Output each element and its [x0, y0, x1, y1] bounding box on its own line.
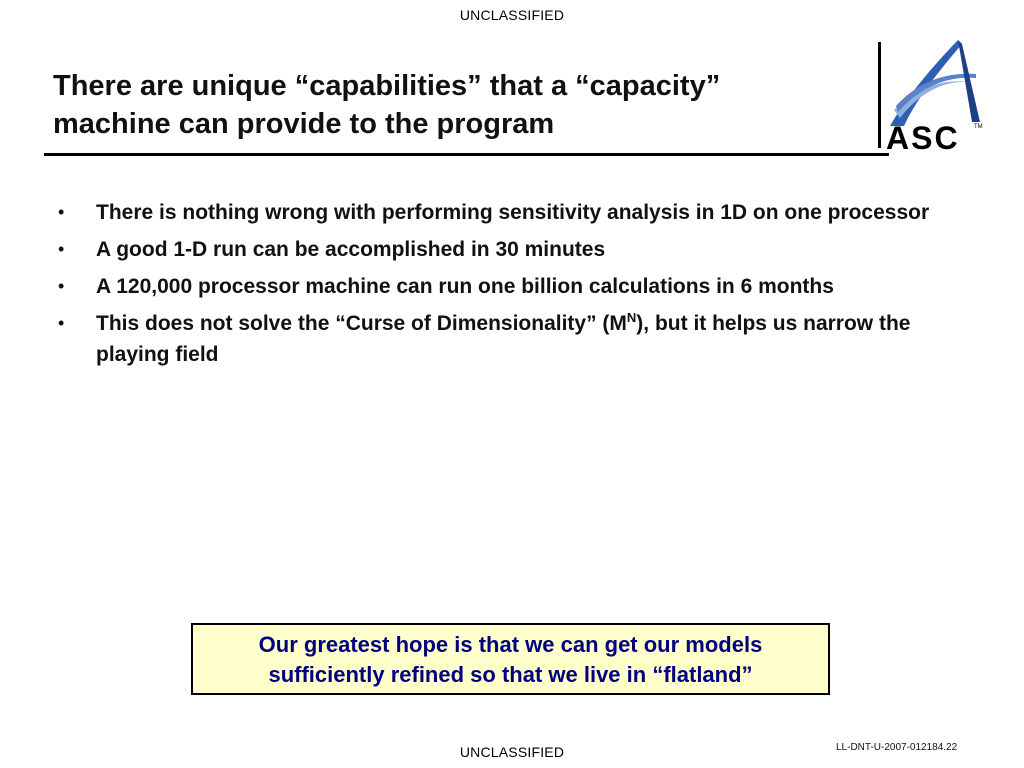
- bullet-item: [58, 308, 978, 370]
- bullet-marker: •: [58, 239, 65, 259]
- bullet-marker: •: [58, 313, 65, 333]
- slide-title-line-1: There are unique “capabilities” that a “capacity”: [53, 70, 721, 102]
- document-id: LL-DNT-U-2007-012184.22: [836, 742, 958, 753]
- bullet-text: A 120,000 processor machine can run one billion calculations in 6 months: [96, 275, 834, 298]
- slide-title: [53, 67, 853, 143]
- callout-line-1: Our greatest hope is that we can get our models: [258, 632, 763, 657]
- bullet-item: [58, 197, 978, 228]
- classification-banner-bottom: UNCLASSIFIED: [459, 744, 565, 760]
- bullet-marker: •: [58, 276, 65, 296]
- logo-trademark: TM: [974, 124, 983, 130]
- callout-box: [191, 623, 830, 695]
- bullet-superscript: N: [626, 310, 637, 325]
- slide-title-line-2: machine can provide to the program: [53, 108, 555, 140]
- classification-banner-top: UNCLASSIFIED: [459, 7, 565, 23]
- bullet-item: [58, 271, 978, 302]
- bullet-text: There is nothing wrong with performing sensitivity analysis in 1D on one processor: [96, 201, 930, 224]
- bullet-text-after: ), but it helps us narrow the playing field: [96, 312, 911, 366]
- bullet-text: [96, 312, 910, 366]
- bullet-marker: •: [58, 202, 65, 222]
- bullet-text-before: This does not solve the “Curse of Dimensionality” (M: [96, 312, 627, 335]
- bullet-item: [58, 234, 978, 265]
- callout-line-2: sufficiently refined so that we live in “flatland”: [268, 662, 753, 687]
- logo-wing-spine: [958, 40, 980, 122]
- bullet-list: [58, 197, 978, 376]
- title-divider: [44, 153, 889, 156]
- logo-vertical-bar: [878, 42, 881, 148]
- asc-logo: [876, 38, 986, 153]
- logo-text: ASC: [886, 120, 960, 153]
- bullet-text: A good 1-D run can be accomplished in 30 minutes: [96, 238, 606, 261]
